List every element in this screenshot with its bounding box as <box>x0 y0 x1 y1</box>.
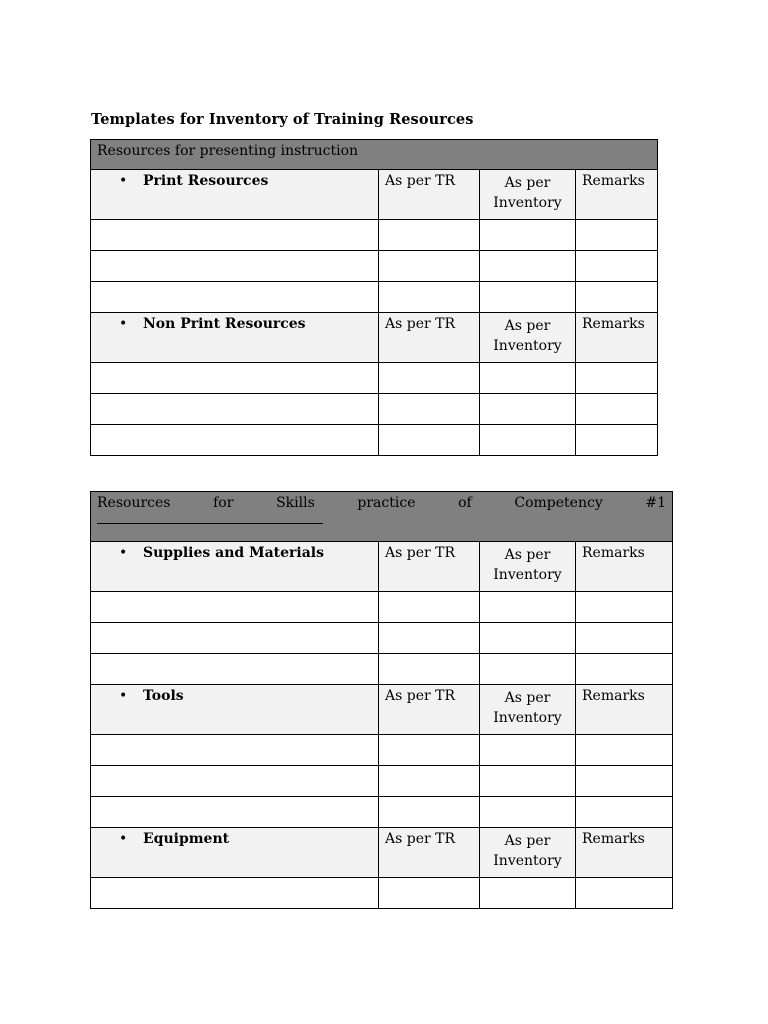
column-header-as-per-tr: As per TR <box>379 685 480 735</box>
column-header-remarks: Remarks <box>576 685 673 735</box>
competency-blank-line <box>97 523 323 524</box>
entry-cell-as-per-tr[interactable] <box>379 394 480 425</box>
entry-cell-resource[interactable] <box>91 766 379 797</box>
entry-cell-as-per-inventory[interactable] <box>480 735 576 766</box>
entry-cell-as-per-inventory[interactable] <box>480 282 576 313</box>
bullet-icon: • <box>119 688 128 704</box>
entry-cell-as-per-tr[interactable] <box>379 282 480 313</box>
banner-word: #1 <box>645 495 667 511</box>
section-header-row <box>91 828 673 878</box>
section-header-row <box>91 313 658 363</box>
entry-cell-resource[interactable] <box>91 735 379 766</box>
entry-cell-as-per-inventory[interactable] <box>480 363 576 394</box>
entry-cell-resource[interactable] <box>91 425 379 456</box>
table-row <box>91 282 658 313</box>
column-header-remarks: Remarks <box>576 313 658 363</box>
table-row <box>91 394 658 425</box>
table-row <box>91 592 673 623</box>
entry-cell-remarks[interactable] <box>576 623 673 654</box>
entry-cell-resource[interactable] <box>91 592 379 623</box>
entry-cell-as-per-tr[interactable] <box>379 251 480 282</box>
entry-cell-resource[interactable] <box>91 282 379 313</box>
entry-cell-as-per-inventory[interactable] <box>480 394 576 425</box>
entry-cell-remarks[interactable] <box>576 363 658 394</box>
entry-cell-as-per-tr[interactable] <box>379 654 480 685</box>
entry-cell-as-per-tr[interactable] <box>379 623 480 654</box>
table-row <box>91 766 673 797</box>
column-header-remarks: Remarks <box>576 542 673 592</box>
table-row <box>91 220 658 251</box>
entry-cell-as-per-inventory[interactable] <box>480 220 576 251</box>
entry-cell-as-per-tr[interactable] <box>379 363 480 394</box>
table-row <box>91 425 658 456</box>
entry-cell-as-per-tr[interactable] <box>379 766 480 797</box>
resource-category-label: Equipment <box>143 831 230 847</box>
column-header-as-per-inventory: As per Inventory <box>480 313 576 363</box>
section-header-row <box>91 542 673 592</box>
entry-cell-as-per-inventory[interactable] <box>480 623 576 654</box>
entry-cell-as-per-tr[interactable] <box>379 220 480 251</box>
entry-cell-remarks[interactable] <box>576 282 658 313</box>
bullet-icon: • <box>119 173 128 189</box>
column-header-as-per-tr: As per TR <box>379 542 480 592</box>
column-header-remarks: Remarks <box>576 170 658 220</box>
entry-cell-as-per-inventory[interactable] <box>480 797 576 828</box>
entry-cell-as-per-inventory[interactable] <box>480 251 576 282</box>
entry-cell-resource[interactable] <box>91 878 379 909</box>
resource-category-cell <box>91 685 379 735</box>
resource-category-cell <box>91 542 379 592</box>
entry-cell-as-per-tr[interactable] <box>379 425 480 456</box>
skills-practice-resources-table <box>90 491 673 909</box>
banner-text <box>97 495 666 511</box>
column-header-as-per-tr: As per TR <box>379 170 480 220</box>
entry-cell-remarks[interactable] <box>576 425 658 456</box>
column-header-remarks: Remarks <box>576 828 673 878</box>
entry-cell-as-per-inventory[interactable] <box>480 766 576 797</box>
banner-word: of <box>458 495 472 511</box>
entry-cell-remarks[interactable] <box>576 394 658 425</box>
entry-cell-resource[interactable] <box>91 394 379 425</box>
entry-cell-remarks[interactable] <box>576 766 673 797</box>
banner-word: Resources <box>97 495 171 511</box>
resource-category-label: Supplies and Materials <box>143 545 324 561</box>
entry-cell-as-per-inventory[interactable] <box>480 592 576 623</box>
table-row <box>91 654 673 685</box>
entry-cell-remarks[interactable] <box>576 654 673 685</box>
table-row <box>91 251 658 282</box>
entry-cell-as-per-tr[interactable] <box>379 878 480 909</box>
bullet-icon: • <box>119 831 128 847</box>
table-banner: Resources for presenting instruction <box>91 140 658 170</box>
entry-cell-as-per-tr[interactable] <box>379 797 480 828</box>
entry-cell-as-per-inventory[interactable] <box>480 425 576 456</box>
column-header-as-per-tr: As per TR <box>379 313 480 363</box>
entry-cell-as-per-inventory[interactable] <box>480 878 576 909</box>
table-row <box>91 878 673 909</box>
column-header-as-per-inventory: As per Inventory <box>480 170 576 220</box>
entry-cell-as-per-tr[interactable] <box>379 735 480 766</box>
column-header-as-per-inventory: As per Inventory <box>480 828 576 878</box>
entry-cell-resource[interactable] <box>91 363 379 394</box>
entry-cell-resource[interactable] <box>91 623 379 654</box>
entry-cell-as-per-tr[interactable] <box>379 592 480 623</box>
resource-category-label: Non Print Resources <box>143 316 306 332</box>
table-row <box>91 623 673 654</box>
entry-cell-remarks[interactable] <box>576 735 673 766</box>
column-header-as-per-tr: As per TR <box>379 828 480 878</box>
entry-cell-resource[interactable] <box>91 654 379 685</box>
banner-word: Competency <box>514 495 603 511</box>
instruction-resources-table <box>90 139 658 456</box>
resource-category-cell <box>91 170 379 220</box>
banner-word: practice <box>357 495 416 511</box>
resource-category-label: Print Resources <box>143 173 269 189</box>
entry-cell-remarks[interactable] <box>576 592 673 623</box>
table-banner-row <box>91 492 673 542</box>
table-row <box>91 363 658 394</box>
document-title: Templates for Inventory of Training Resources <box>91 111 474 128</box>
table-banner <box>91 492 673 542</box>
column-header-as-per-inventory: As per Inventory <box>480 685 576 735</box>
banner-word: for <box>213 495 234 511</box>
section-header-row <box>91 685 673 735</box>
table-row <box>91 735 673 766</box>
resource-category-label: Tools <box>143 688 184 704</box>
entry-cell-remarks[interactable] <box>576 251 658 282</box>
entry-cell-as-per-inventory[interactable] <box>480 654 576 685</box>
entry-cell-remarks[interactable] <box>576 797 673 828</box>
bullet-icon: • <box>119 545 128 561</box>
column-header-as-per-inventory: As per Inventory <box>480 542 576 592</box>
entry-cell-resource[interactable] <box>91 220 379 251</box>
section-header-row <box>91 170 658 220</box>
entry-cell-resource[interactable] <box>91 251 379 282</box>
table-row <box>91 797 673 828</box>
entry-cell-resource[interactable] <box>91 797 379 828</box>
bullet-icon: • <box>119 316 128 332</box>
resource-category-cell <box>91 313 379 363</box>
resource-category-cell <box>91 828 379 878</box>
banner-word: Skills <box>276 495 315 511</box>
entry-cell-remarks[interactable] <box>576 878 673 909</box>
entry-cell-remarks[interactable] <box>576 220 658 251</box>
table-banner-row <box>91 140 658 170</box>
